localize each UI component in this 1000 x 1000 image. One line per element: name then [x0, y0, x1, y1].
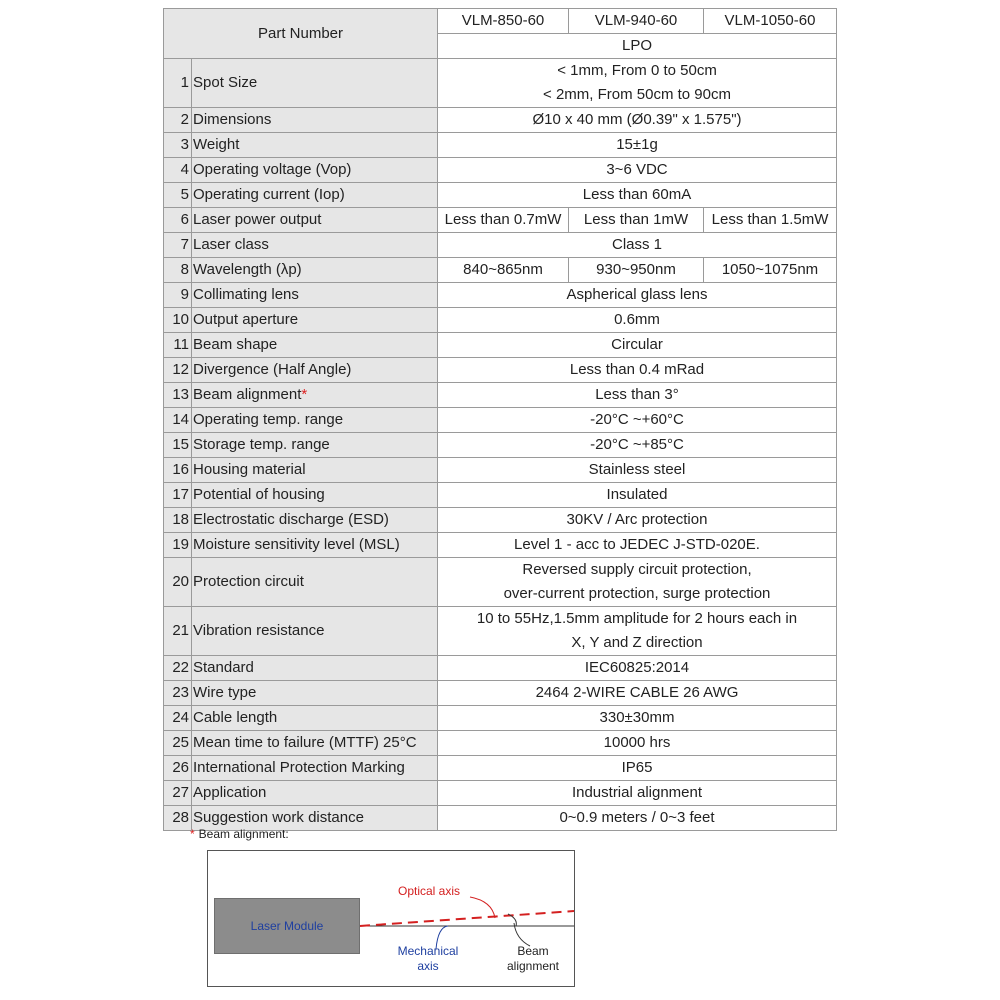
row-number: 3 — [164, 133, 192, 158]
row-value-line: Aspherical glass lens — [566, 286, 708, 303]
row-number: 11 — [164, 333, 192, 358]
row-number: 22 — [164, 656, 192, 681]
row-number: 25 — [164, 731, 192, 756]
row-label-text: Laser class — [193, 236, 269, 253]
row-value-line: Reversed supply circuit protection, — [522, 561, 752, 578]
row-label-text: Operating voltage (Vop) — [193, 161, 352, 178]
row-label-text: Potential of housing — [193, 486, 325, 503]
row-label-text: Output aperture — [193, 311, 299, 328]
row-value — [438, 458, 837, 483]
row-value-line: 2464 2-WIRE CABLE 26 AWG — [535, 684, 739, 701]
row-value — [438, 183, 837, 208]
row-label-text: Vibration resistance — [193, 622, 325, 639]
row-value-line: Circular — [611, 336, 663, 353]
row-value — [438, 607, 837, 656]
row-number: 12 — [164, 358, 192, 383]
row-label — [192, 433, 438, 458]
row-number: 18 — [164, 508, 192, 533]
row-number: 14 — [164, 408, 192, 433]
note-asterisk: * — [190, 827, 195, 841]
spec-row — [164, 358, 837, 383]
row-label-text: International Protection Marking — [193, 759, 405, 776]
row-value-line: -20°C ~+60°C — [590, 411, 684, 428]
row-value-line: 0~0.9 meters / 0~3 feet — [559, 809, 715, 826]
beam-alignment-diagram — [207, 850, 575, 987]
spec-row — [164, 558, 837, 607]
row-label — [192, 706, 438, 731]
row-value-line: IP65 — [621, 759, 653, 776]
row-label-text: Beam alignment — [193, 386, 302, 403]
row-label — [192, 258, 438, 283]
row-label — [192, 108, 438, 133]
spec-row — [164, 258, 837, 283]
row-label-text: Storage temp. range — [193, 436, 330, 453]
spec-row — [164, 108, 837, 133]
spec-row — [164, 756, 837, 781]
row-number: 7 — [164, 233, 192, 258]
row-value-line: 330±30mm — [599, 709, 675, 726]
row-value-line: 10000 hrs — [603, 734, 671, 751]
row-value-line: 10 to 55Hz,1.5mm amplitude for 2 hours each in — [476, 610, 798, 627]
row-value-line: Ø10 x 40 mm (Ø0.39" x 1.575") — [532, 111, 742, 128]
row-label-text: Moisture sensitivity level (MSL) — [193, 536, 400, 553]
optical-axis-line — [360, 911, 574, 926]
row-value-line: IEC60825:2014 — [584, 659, 690, 676]
note-text: Beam alignment: — [198, 827, 289, 841]
row-value-line: 3~6 VDC — [606, 161, 668, 178]
model-header-3: VLM-1050-60 — [704, 9, 837, 34]
row-label-text: Housing material — [193, 461, 306, 478]
row-value-line: X, Y and Z direction — [571, 634, 703, 651]
row-value-model-1: Less than 0.7mW — [438, 208, 569, 233]
spec-row — [164, 383, 837, 408]
row-value — [438, 756, 837, 781]
row-label-text: Dimensions — [193, 111, 272, 128]
row-label — [192, 208, 438, 233]
mechanical-axis-label: Mechanical axis — [397, 944, 459, 973]
row-number: 8 — [164, 258, 192, 283]
row-label — [192, 133, 438, 158]
row-value — [438, 781, 837, 806]
row-value-line: < 2mm, From 50cm to 90cm — [543, 86, 731, 103]
spec-row — [164, 133, 837, 158]
spec-row — [164, 233, 837, 258]
row-label — [192, 656, 438, 681]
row-label — [192, 333, 438, 358]
model-header-2: VLM-940-60 — [569, 9, 704, 34]
spec-row — [164, 706, 837, 731]
row-value — [438, 59, 837, 108]
part-number-header: Part Number — [164, 9, 438, 59]
row-number: 19 — [164, 533, 192, 558]
row-number: 9 — [164, 283, 192, 308]
row-value — [438, 358, 837, 383]
row-value-line: over-current protection, surge protection — [503, 585, 771, 602]
row-value — [438, 308, 837, 333]
row-label — [192, 358, 438, 383]
row-label-text: Divergence (Half Angle) — [193, 361, 352, 378]
row-label-text: Spot Size — [193, 74, 258, 91]
row-value-line: < 1mm, From 0 to 50cm — [557, 62, 717, 79]
row-value-line: Level 1 - acc to JEDEC J-STD-020E. — [514, 536, 760, 553]
row-label — [192, 283, 438, 308]
row-value-line: 30KV / Arc protection — [566, 511, 708, 528]
optical-axis-pointer — [470, 897, 495, 918]
row-label-text: Suggestion work distance — [193, 809, 364, 826]
row-label-text: Cable length — [193, 709, 278, 726]
row-value — [438, 408, 837, 433]
row-label-text: Application — [193, 784, 267, 801]
row-label — [192, 731, 438, 756]
row-label — [192, 607, 438, 656]
row-value — [438, 656, 837, 681]
row-label — [192, 408, 438, 433]
row-label-text: Standard — [193, 659, 254, 676]
row-label — [192, 781, 438, 806]
row-value-model-2: 930~950nm — [569, 258, 704, 283]
row-value — [438, 383, 837, 408]
row-label-text: Protection circuit — [193, 573, 304, 590]
row-label-text: Laser power output — [193, 211, 322, 228]
beam-alignment-label: Beam alignment — [506, 944, 560, 973]
row-label-text: Beam shape — [193, 336, 278, 353]
row-number: 27 — [164, 781, 192, 806]
row-value-line: Less than 3° — [595, 386, 679, 403]
row-number: 16 — [164, 458, 192, 483]
row-value — [438, 558, 837, 607]
row-label — [192, 681, 438, 706]
row-value-model-3: 1050~1075nm — [704, 258, 837, 283]
row-label — [192, 383, 438, 408]
row-label — [192, 308, 438, 333]
row-value-line: Stainless steel — [588, 461, 686, 478]
row-value — [438, 706, 837, 731]
row-number: 13 — [164, 383, 192, 408]
optical-axis-label: Optical axis — [398, 884, 461, 898]
row-value-model-3: Less than 1.5mW — [704, 208, 837, 233]
row-number: 5 — [164, 183, 192, 208]
beam-alignment-note — [190, 827, 289, 841]
row-value — [438, 108, 837, 133]
row-label-text: Operating temp. range — [193, 411, 344, 428]
header-row-models — [164, 9, 837, 34]
row-value — [438, 333, 837, 358]
spec-row — [164, 607, 837, 656]
row-label-text: Operating current (Iop) — [193, 186, 345, 203]
row-label — [192, 558, 438, 607]
spec-row — [164, 158, 837, 183]
row-label-text: Mean time to failure (MTTF) 25°C — [193, 734, 417, 751]
spec-row — [164, 681, 837, 706]
row-number: 17 — [164, 483, 192, 508]
row-value — [438, 731, 837, 756]
spec-row — [164, 59, 837, 108]
row-label — [192, 233, 438, 258]
row-label-text: Collimating lens — [193, 286, 299, 303]
row-label — [192, 508, 438, 533]
row-value — [438, 806, 837, 831]
row-value-line: -20°C ~+85°C — [590, 436, 684, 453]
row-number: 28 — [164, 806, 192, 831]
row-label — [192, 59, 438, 108]
spec-row — [164, 183, 837, 208]
row-value — [438, 483, 837, 508]
row-value-line: Insulated — [606, 486, 668, 503]
row-value-line: Less than 60mA — [582, 186, 692, 203]
row-label-text: Weight — [193, 136, 240, 153]
spec-row — [164, 208, 837, 233]
row-number: 1 — [164, 59, 192, 108]
row-label — [192, 756, 438, 781]
row-number: 24 — [164, 706, 192, 731]
row-value — [438, 433, 837, 458]
row-label-text: Electrostatic discharge (ESD) — [193, 511, 389, 528]
row-value-line: Industrial alignment — [571, 784, 703, 801]
row-label — [192, 458, 438, 483]
row-value-line: 15±1g — [616, 136, 658, 153]
row-number: 20 — [164, 558, 192, 607]
row-value-model-2: Less than 1mW — [569, 208, 704, 233]
spec-row — [164, 781, 837, 806]
spec-row — [164, 333, 837, 358]
spec-row — [164, 731, 837, 756]
spec-row — [164, 408, 837, 433]
row-number: 21 — [164, 607, 192, 656]
row-label — [192, 533, 438, 558]
spec-row — [164, 283, 837, 308]
row-value — [438, 508, 837, 533]
row-value — [438, 233, 837, 258]
spec-row — [164, 483, 837, 508]
laser-module-block: Laser Module — [214, 898, 360, 954]
row-label-text: Wavelength (λp) — [193, 261, 302, 278]
spec-row — [164, 308, 837, 333]
spec-row — [164, 458, 837, 483]
row-value — [438, 133, 837, 158]
row-value-line: 0.6mm — [614, 311, 660, 328]
row-number: 2 — [164, 108, 192, 133]
spec-table — [163, 8, 837, 831]
row-label — [192, 158, 438, 183]
row-number: 23 — [164, 681, 192, 706]
row-number: 4 — [164, 158, 192, 183]
series-header: LPO — [438, 34, 837, 59]
spec-row — [164, 433, 837, 458]
asterisk-mark: * — [301, 386, 308, 403]
row-value-model-1: 840~865nm — [438, 258, 569, 283]
row-value — [438, 158, 837, 183]
row-number: 15 — [164, 433, 192, 458]
model-header-1: VLM-850-60 — [438, 9, 569, 34]
spec-row — [164, 656, 837, 681]
row-value-line: Class 1 — [611, 236, 663, 253]
row-value — [438, 533, 837, 558]
row-value — [438, 681, 837, 706]
row-number: 10 — [164, 308, 192, 333]
row-number: 26 — [164, 756, 192, 781]
row-value — [438, 283, 837, 308]
row-value-line: Less than 0.4 mRad — [569, 361, 705, 378]
row-label-text: Wire type — [193, 684, 257, 701]
spec-row — [164, 533, 837, 558]
row-label — [192, 183, 438, 208]
spec-row — [164, 508, 837, 533]
row-label — [192, 483, 438, 508]
row-number: 6 — [164, 208, 192, 233]
